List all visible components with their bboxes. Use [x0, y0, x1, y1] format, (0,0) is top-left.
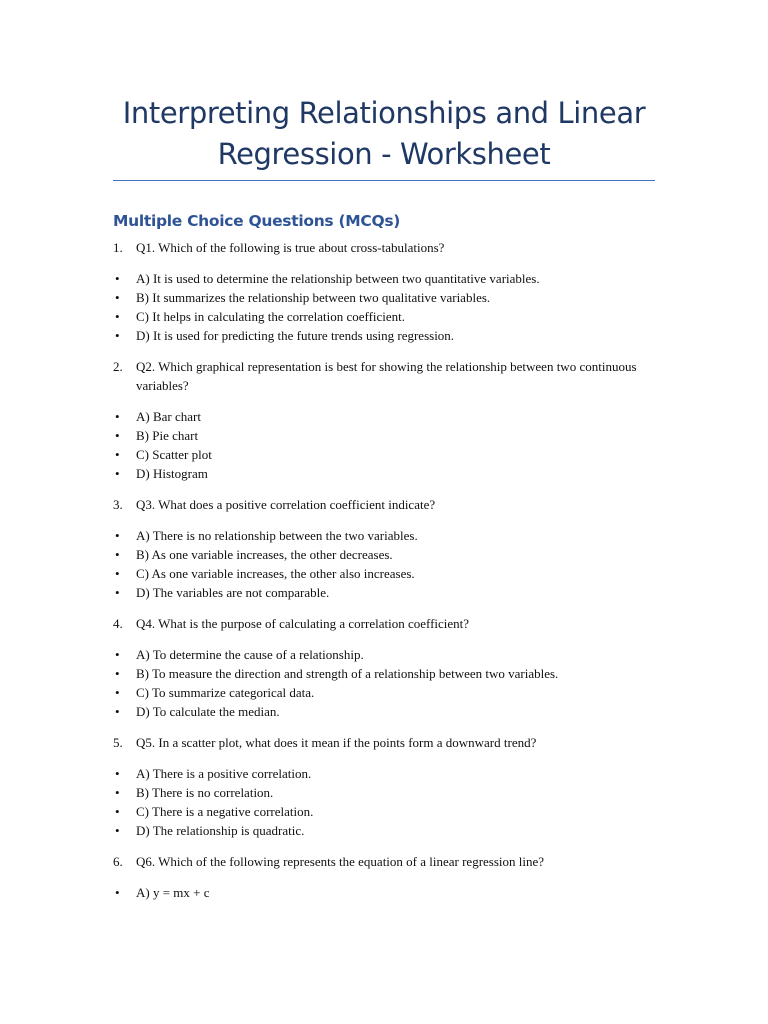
option-item: [113, 645, 655, 664]
bullet-icon: •: [115, 547, 120, 562]
question-list: [113, 238, 655, 914]
option-item: [113, 764, 655, 783]
question-item: [113, 733, 655, 840]
option-item: [113, 407, 655, 426]
option-text: C) There is a negative correlation.: [136, 804, 314, 819]
title-divider: [113, 180, 655, 181]
page-title: Interpreting Relationships and Linear Regression - Worksheet: [122, 96, 646, 171]
option-text: C) As one variable increases, the other also increases.: [136, 566, 415, 581]
question-item: [113, 357, 655, 483]
question-text-line: [113, 733, 655, 752]
option-item: [113, 426, 655, 445]
bullet-icon: •: [115, 647, 120, 662]
bullet-icon: •: [115, 666, 120, 681]
option-text: D) It is used for predicting the future trends using regression.: [136, 328, 455, 343]
option-list: [113, 526, 655, 602]
option-text: D) The relationship is quadratic.: [136, 823, 305, 838]
bullet-icon: •: [115, 704, 120, 719]
option-item: [113, 821, 655, 840]
option-text: C) Scatter plot: [136, 447, 212, 462]
option-item: [113, 445, 655, 464]
option-item: [113, 269, 655, 288]
option-text: A) There is no relationship between the two variables.: [136, 528, 418, 543]
question-number: 2.: [113, 359, 123, 374]
option-text: D) To calculate the median.: [136, 704, 280, 719]
option-text: B) As one variable increases, the other decreases.: [136, 547, 393, 562]
question-text: Q1. Which of the following is true about cross-tabulations?: [136, 240, 445, 255]
question-text: Q4. What is the purpose of calculating a correlation coefficient?: [136, 616, 470, 631]
option-text: B) To measure the direction and strength of a relationship between two variables.: [136, 666, 559, 681]
question-text-line: [113, 852, 655, 871]
option-item: [113, 664, 655, 683]
bullet-icon: •: [115, 271, 120, 286]
question-text-line: [113, 614, 655, 633]
option-list: [113, 407, 655, 483]
option-list: [113, 645, 655, 721]
option-item: [113, 683, 655, 702]
option-item: [113, 288, 655, 307]
option-item: [113, 464, 655, 483]
question-text: Q6. Which of the following represents the equation of a linear regression line?: [136, 854, 545, 869]
question-number: 3.: [113, 497, 123, 512]
bullet-icon: •: [115, 885, 120, 900]
question-text-line: [113, 357, 655, 395]
bullet-icon: •: [115, 447, 120, 462]
bullet-icon: •: [115, 823, 120, 838]
option-text: A) Bar chart: [136, 409, 201, 424]
bullet-icon: •: [115, 566, 120, 581]
bullet-icon: •: [115, 528, 120, 543]
option-text: A) It is used to determine the relationship between two quantitative variables.: [136, 271, 540, 286]
question-number: 4.: [113, 616, 123, 631]
bullet-icon: •: [115, 766, 120, 781]
question-text: Q5. In a scatter plot, what does it mean if the points form a downward trend?: [136, 735, 537, 750]
option-item: [113, 583, 655, 602]
option-text: C) To summarize categorical data.: [136, 685, 315, 700]
option-item: [113, 326, 655, 345]
option-item: [113, 783, 655, 802]
question-item: [113, 238, 655, 345]
option-list: [113, 269, 655, 345]
question-text: Q2. Which graphical representation is best for showing the relationship between two continuous variables?: [136, 359, 637, 393]
bullet-icon: •: [115, 290, 120, 305]
option-text: D) The variables are not comparable.: [136, 585, 330, 600]
bullet-icon: •: [115, 785, 120, 800]
bullet-icon: •: [115, 328, 120, 343]
option-text: B) There is no correlation.: [136, 785, 274, 800]
option-item: [113, 564, 655, 583]
bullet-icon: •: [115, 309, 120, 324]
option-text: B) Pie chart: [136, 428, 199, 443]
bullet-icon: •: [115, 466, 120, 481]
option-text: D) Histogram: [136, 466, 208, 481]
question-item: [113, 614, 655, 721]
option-item: [113, 307, 655, 326]
option-text: A) To determine the cause of a relationship.: [136, 647, 364, 662]
question-item: [113, 852, 655, 902]
option-text: A) There is a positive correlation.: [136, 766, 312, 781]
question-number: 6.: [113, 854, 123, 869]
question-text-line: [113, 495, 655, 514]
bullet-icon: •: [115, 685, 120, 700]
section-heading: Multiple Choice Questions (MCQs): [113, 212, 401, 230]
option-item: [113, 802, 655, 821]
option-text: C) It helps in calculating the correlation coefficient.: [136, 309, 406, 324]
option-item: [113, 545, 655, 564]
question-number: 5.: [113, 735, 123, 750]
option-text: B) It summarizes the relationship between two qualitative variables.: [136, 290, 491, 305]
option-text: A) y = mx + c: [136, 885, 210, 900]
bullet-icon: •: [115, 409, 120, 424]
question-text: Q3. What does a positive correlation coefficient indicate?: [136, 497, 436, 512]
option-list: [113, 883, 655, 902]
option-item: [113, 702, 655, 721]
bullet-icon: •: [115, 428, 120, 443]
option-item: [113, 526, 655, 545]
question-item: [113, 495, 655, 602]
bullet-icon: •: [115, 804, 120, 819]
question-number: 1.: [113, 240, 123, 255]
option-list: [113, 764, 655, 840]
option-item: [113, 883, 655, 902]
question-text-line: [113, 238, 655, 257]
bullet-icon: •: [115, 585, 120, 600]
